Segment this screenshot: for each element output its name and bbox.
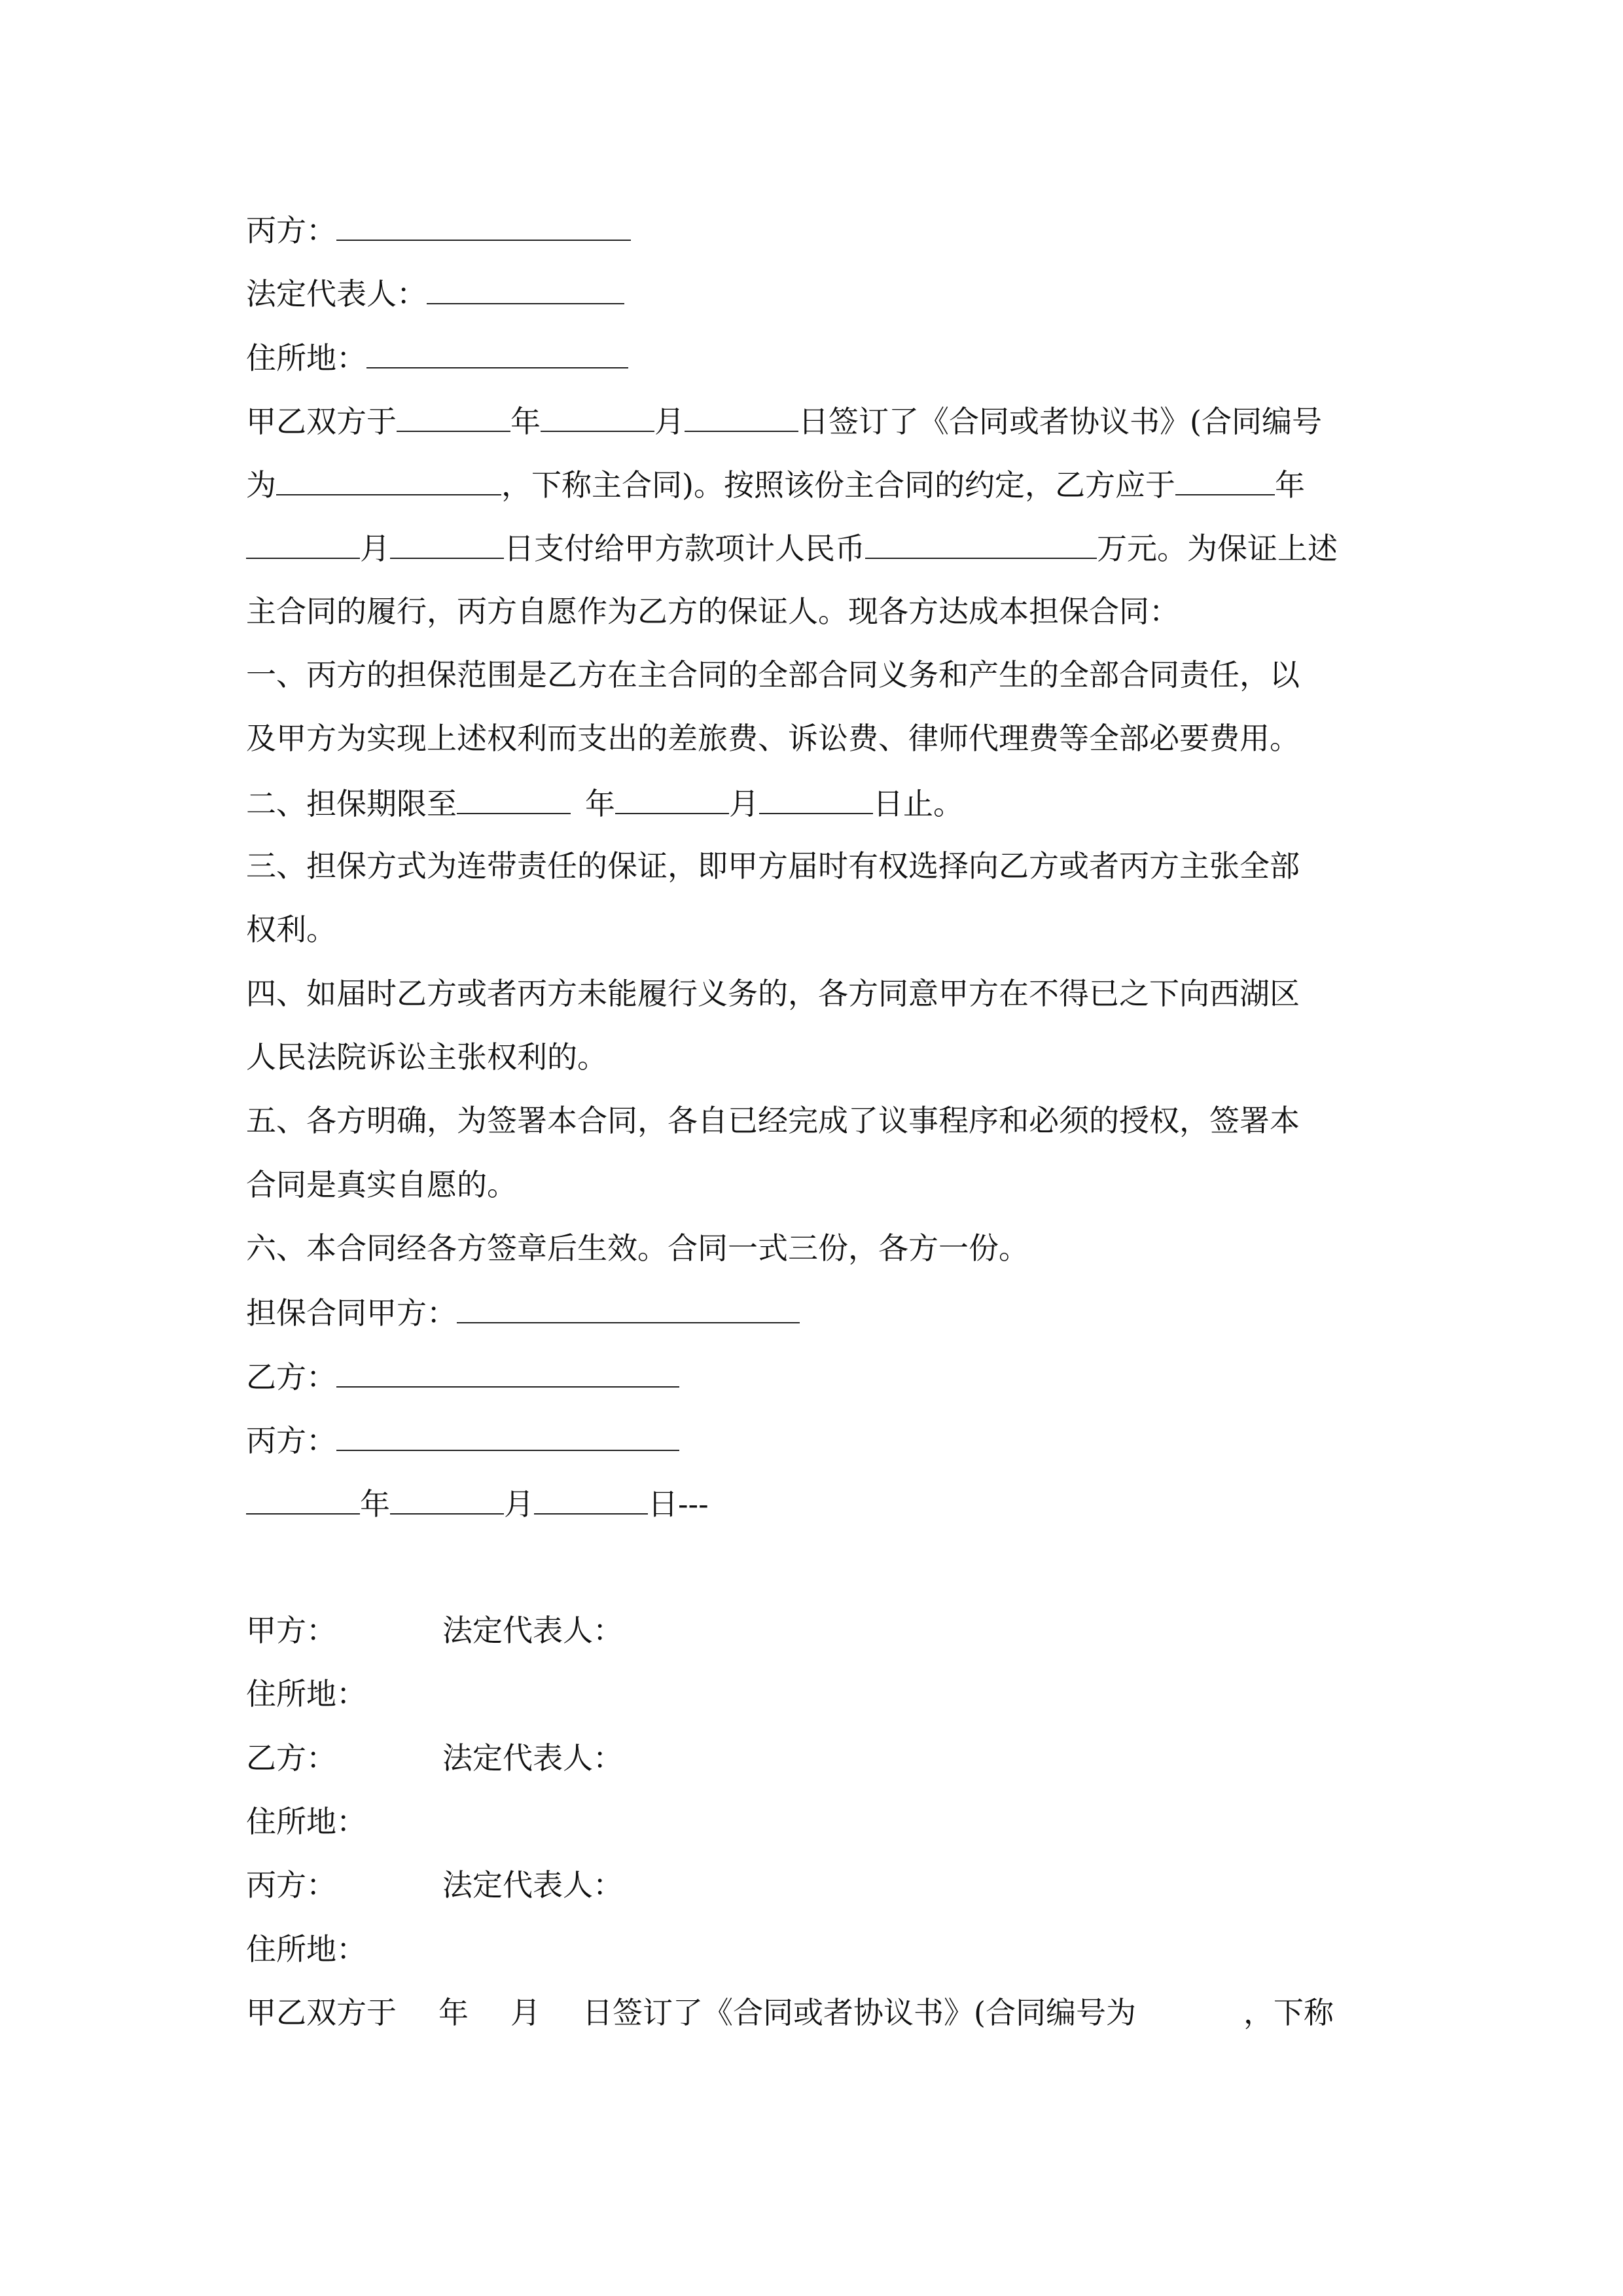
- clause-4-line-1: 四、如届时乙方或者丙方未能履行义务的，各方同意甲方在不得已之下向西湖区: [246, 976, 1300, 1011]
- address-line: [246, 337, 628, 378]
- sig-party-b-blank[interactable]: [336, 1356, 679, 1388]
- legal-rep-blank[interactable]: [427, 273, 624, 304]
- year-label: 年: [1274, 467, 1305, 503]
- second-intro-text: 甲乙双方于: [246, 1995, 397, 2030]
- second-party-b-label: 乙方：: [246, 1740, 336, 1776]
- sig-year-blank[interactable]: [246, 1483, 360, 1515]
- second-intro-text: ，下称: [1243, 1995, 1334, 2030]
- clause-2-end: 日止。: [873, 786, 963, 821]
- month-label: 月: [504, 1486, 534, 1522]
- clause-2: [246, 783, 963, 823]
- month-label: 月: [360, 531, 390, 566]
- year-blank[interactable]: [397, 401, 510, 432]
- day-blank[interactable]: [685, 401, 798, 432]
- party-c-blank[interactable]: [336, 209, 631, 241]
- second-party-b-line: [246, 1738, 623, 1778]
- intro-text: 日签订了《合同或者协议书》(合同编号: [798, 404, 1322, 439]
- sig-party-a-blank[interactable]: [457, 1292, 800, 1323]
- second-intro-text: 日签订了《合同或者协议书》(合同编号为: [582, 1995, 1136, 2030]
- party-c-label: 丙方：: [246, 213, 336, 248]
- second-intro-line: [246, 1993, 1334, 2032]
- sig-party-a-label: 担保合同甲方：: [246, 1295, 457, 1331]
- legal-rep-label: 法定代表人：: [246, 276, 427, 312]
- address-blank[interactable]: [366, 337, 628, 368]
- sig-party-c-label: 丙方：: [246, 1423, 336, 1458]
- second-party-a-line: [246, 1611, 623, 1650]
- pay-day-blank[interactable]: [390, 528, 504, 559]
- intro-line-4: 主合同的履行，丙方自愿作为乙方的保证人。现各方达成本担保合同：: [246, 594, 1179, 629]
- intro-line-1: [246, 401, 1322, 441]
- address-label: 住所地：: [246, 340, 366, 376]
- pay-year-blank[interactable]: [1175, 464, 1275, 495]
- clause-4-line-2: 人民法院诉讼主张权利的。: [246, 1039, 607, 1075]
- month-label: 月: [729, 786, 759, 821]
- legal-rep-line: [246, 273, 624, 314]
- intro-line-2: [246, 464, 1305, 505]
- clause-5-line-2: 合同是真实自愿的。: [246, 1167, 517, 1202]
- sig-party-b-line: [246, 1356, 679, 1397]
- second-legal-rep-label: 法定代表人：: [442, 1613, 623, 1648]
- clause-1-line-1: 一、丙方的担保范围是乙方在主合同的全部合同义务和产生的全部合同责任，以: [246, 657, 1300, 692]
- clause-3-line-2: 权利。: [246, 912, 336, 947]
- clause-5-line-1: 五、各方明确，为签署本合同，各自已经完成了议事程序和必须的授权，签署本: [246, 1103, 1300, 1138]
- second-party-c-label: 丙方：: [246, 1867, 336, 1903]
- year-label: 年: [438, 1995, 469, 2030]
- clause-2-text: 二、担保期限至: [246, 786, 457, 821]
- pay-month-blank[interactable]: [246, 528, 360, 559]
- second-address-b: 住所地：: [246, 1804, 366, 1839]
- second-legal-rep-label: 法定代表人：: [442, 1867, 623, 1903]
- term-month-blank[interactable]: [615, 783, 729, 814]
- sig-party-c-blank[interactable]: [336, 1420, 679, 1451]
- sig-party-b-label: 乙方：: [246, 1359, 336, 1395]
- sig-party-c-line: [246, 1420, 679, 1460]
- amount-blank[interactable]: [865, 528, 1097, 559]
- clause-6: 六、本合同经各方签章后生效。合同一式三份，各方一份。: [246, 1230, 1029, 1266]
- clause-1-line-2: 及甲方为实现上述权利而支出的差旅费、诉讼费、律师代理费等全部必要费用。: [246, 721, 1300, 756]
- year-label: 年: [585, 786, 615, 821]
- month-label: 月: [510, 1995, 541, 2030]
- term-year-blank[interactable]: [457, 783, 571, 814]
- year-label: 年: [360, 1486, 390, 1522]
- intro-text: ，下称主合同)。按照该份主合同的约定，乙方应于: [501, 467, 1175, 503]
- intro-text: 日支付给甲方款项计人民币: [504, 531, 865, 566]
- term-day-blank[interactable]: [759, 783, 873, 814]
- intro-line-3: [246, 528, 1338, 568]
- year-label: 年: [510, 404, 541, 439]
- party-c-line: [246, 209, 631, 250]
- month-label: 月: [654, 404, 685, 439]
- intro-text: 万元。为保证上述: [1097, 531, 1338, 566]
- sig-party-a-line: [246, 1292, 800, 1333]
- contract-number-blank[interactable]: [276, 464, 501, 495]
- intro-text: 为: [246, 467, 276, 503]
- intro-text: 甲乙双方于: [246, 404, 397, 439]
- second-legal-rep-label: 法定代表人：: [442, 1740, 623, 1776]
- month-blank[interactable]: [541, 401, 654, 432]
- sig-day-blank[interactable]: [534, 1483, 648, 1515]
- second-party-c-line: [246, 1865, 623, 1905]
- second-party-a-label: 甲方：: [246, 1613, 336, 1648]
- sig-day-label: 日---: [648, 1486, 709, 1522]
- sig-month-blank[interactable]: [390, 1483, 504, 1515]
- second-address-c: 住所地：: [246, 1931, 366, 1967]
- second-address-a: 住所地：: [246, 1676, 366, 1712]
- clause-3-line-1: 三、担保方式为连带责任的保证，即甲方届时有权选择向乙方或者丙方主张全部: [246, 848, 1300, 884]
- sig-date-line: [246, 1483, 709, 1524]
